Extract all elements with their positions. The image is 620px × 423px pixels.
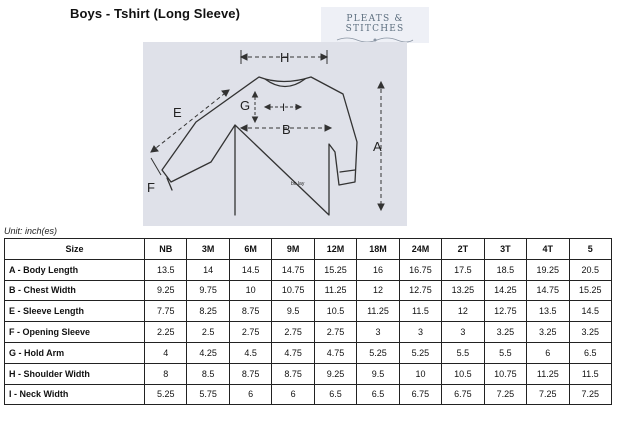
size-header: 5: [569, 239, 611, 260]
label-note: bo lay: [291, 181, 305, 187]
measurement-cell: 10.5: [442, 363, 484, 384]
measurement-cell: 11.25: [314, 280, 356, 301]
g-arrow-top-head: [253, 92, 258, 97]
measurement-cell: 12: [442, 301, 484, 322]
table-row: [5, 384, 612, 405]
measurement-cell: 13.5: [145, 259, 187, 280]
measurement-cell: 9.75: [187, 280, 229, 301]
measurement-cell: 8.75: [272, 363, 314, 384]
measurement-cell: 6.75: [442, 384, 484, 405]
measurement-cell: 2.75: [314, 322, 356, 343]
measurement-cell: 7.25: [569, 384, 611, 405]
measurement-label: A - Body Length: [5, 259, 145, 280]
size-header: 3M: [187, 239, 229, 260]
measurement-cell: 8: [145, 363, 187, 384]
measurement-cell: 8.75: [229, 301, 271, 322]
measurement-cell: 7.25: [484, 384, 526, 405]
measurement-cell: 14.25: [484, 280, 526, 301]
size-chart-table: [4, 238, 612, 405]
size-column-header: Size: [5, 239, 145, 260]
measurement-cell: 9.5: [357, 363, 399, 384]
measurement-cell: 10: [229, 280, 271, 301]
brand-logo: [321, 7, 429, 43]
measurement-cell: 11.25: [357, 301, 399, 322]
measurement-cell: 19.25: [527, 259, 569, 280]
measurement-cell: 3: [399, 322, 441, 343]
measurement-cell: 6.5: [357, 384, 399, 405]
measurement-cell: 14.5: [229, 259, 271, 280]
measurement-cell: 14: [187, 259, 229, 280]
measurement-cell: 4: [145, 342, 187, 363]
a-arrow-bottom-head: [378, 204, 384, 210]
size-header: 18M: [357, 239, 399, 260]
measurement-cell: 3: [357, 322, 399, 343]
tshirt-measurement-diagram: [143, 42, 407, 226]
label-i: I: [282, 102, 286, 114]
measurement-cell: 16.75: [399, 259, 441, 280]
measurement-cell: 7.75: [145, 301, 187, 322]
measurement-cell: 2.75: [229, 322, 271, 343]
measurement-cell: 5.25: [145, 384, 187, 405]
size-header: 2T: [442, 239, 484, 260]
measurement-cell: 10.75: [484, 363, 526, 384]
measurement-cell: 3.25: [484, 322, 526, 343]
label-h: H: [280, 50, 290, 65]
measurement-cell: 8.75: [229, 363, 271, 384]
measurement-cell: 14.5: [569, 301, 611, 322]
table-row: [5, 322, 612, 343]
measurement-cell: 9.25: [314, 363, 356, 384]
measurement-cell: 2.25: [145, 322, 187, 343]
unit-label: Unit: inch(es): [4, 226, 58, 236]
label-g: G: [240, 98, 251, 113]
measurement-cell: 4.25: [187, 342, 229, 363]
i-arrow-left-head: [265, 105, 270, 110]
measurement-cell: 2.5: [187, 322, 229, 343]
measurement-cell: 5.75: [187, 384, 229, 405]
measurement-label: I - Neck Width: [5, 384, 145, 405]
brand-logo-text: PLEATS & STITCHES: [345, 14, 405, 34]
measurement-cell: 10.75: [272, 280, 314, 301]
measurement-cell: 12.75: [484, 301, 526, 322]
measurement-cell: 2.75: [272, 322, 314, 343]
measurement-cell: 11.25: [527, 363, 569, 384]
table-row: [5, 363, 612, 384]
measurement-cell: 4.75: [272, 342, 314, 363]
measurement-cell: 13.25: [442, 280, 484, 301]
a-arrow-top-head: [378, 82, 384, 88]
h-arrow-right-head: [321, 54, 327, 60]
measurement-label: G - Hold Arm: [5, 342, 145, 363]
measurement-cell: 6.5: [569, 342, 611, 363]
measurement-cell: 7.25: [527, 384, 569, 405]
table-row: [5, 342, 612, 363]
e-arrow-line: [151, 90, 229, 152]
measurement-cell: 13.5: [527, 301, 569, 322]
size-header: 12M: [314, 239, 356, 260]
measurement-cell: 18.5: [484, 259, 526, 280]
f-arrow-line: [151, 158, 161, 175]
g-arrow-bottom-head: [253, 117, 258, 122]
measurement-cell: 12: [357, 280, 399, 301]
measurement-cell: 9.25: [145, 280, 187, 301]
page-title: Boys - Tshirt (Long Sleeve): [70, 6, 241, 21]
measurement-cell: 5.25: [399, 342, 441, 363]
measurement-cell: 5.25: [357, 342, 399, 363]
measurement-cell: 3.25: [569, 322, 611, 343]
measurement-cell: 5.5: [442, 342, 484, 363]
right-cuff: [340, 170, 355, 172]
measurement-cell: 16: [357, 259, 399, 280]
measurement-cell: 14.75: [527, 280, 569, 301]
measurement-cell: 4.75: [314, 342, 356, 363]
measurement-cell: 17.5: [442, 259, 484, 280]
measurement-cell: 20.5: [569, 259, 611, 280]
label-a: A: [373, 139, 382, 154]
measurement-cell: 3.25: [527, 322, 569, 343]
size-header: 9M: [272, 239, 314, 260]
size-table-body: [5, 259, 612, 405]
size-header: 3T: [484, 239, 526, 260]
size-header: 6M: [229, 239, 271, 260]
measurement-cell: 15.25: [314, 259, 356, 280]
measurement-cell: 3: [442, 322, 484, 343]
measurement-cell: 11.5: [569, 363, 611, 384]
tshirt-diagram-svg: [143, 42, 407, 226]
table-row: [5, 280, 612, 301]
measurement-cell: 6.75: [399, 384, 441, 405]
b-arrow-right-head: [325, 125, 331, 131]
measurement-cell: 9.5: [272, 301, 314, 322]
measurement-cell: 6: [272, 384, 314, 405]
b-arrow-left-head: [241, 125, 247, 131]
measurement-cell: 6.5: [314, 384, 356, 405]
table-row: [5, 259, 612, 280]
measurement-cell: 4.5: [229, 342, 271, 363]
measurement-cell: 6: [229, 384, 271, 405]
measurement-label: F - Opening Sleeve: [5, 322, 145, 343]
measurement-cell: 6: [527, 342, 569, 363]
measurement-cell: 11.5: [399, 301, 441, 322]
table-header-row: [5, 239, 612, 260]
label-f: F: [147, 180, 155, 195]
label-b: B: [282, 122, 291, 137]
measurement-cell: 8.5: [187, 363, 229, 384]
measurement-label: E - Sleeve Length: [5, 301, 145, 322]
table-row: [5, 301, 612, 322]
label-e: E: [173, 105, 182, 120]
measurement-label: H - Shoulder Width: [5, 363, 145, 384]
measurement-cell: 5.5: [484, 342, 526, 363]
measurement-cell: 14.75: [272, 259, 314, 280]
tshirt-outline: [162, 77, 357, 215]
measurement-cell: 10: [399, 363, 441, 384]
size-header: 4T: [527, 239, 569, 260]
size-header: NB: [145, 239, 187, 260]
measurement-cell: 15.25: [569, 280, 611, 301]
measurement-label: B - Chest Width: [5, 280, 145, 301]
measurement-cell: 12.75: [399, 280, 441, 301]
measurement-cell: 8.25: [187, 301, 229, 322]
size-header: 24M: [399, 239, 441, 260]
i-arrow-right-head: [296, 105, 301, 110]
h-arrow-left-head: [241, 54, 247, 60]
measurement-cell: 10.5: [314, 301, 356, 322]
